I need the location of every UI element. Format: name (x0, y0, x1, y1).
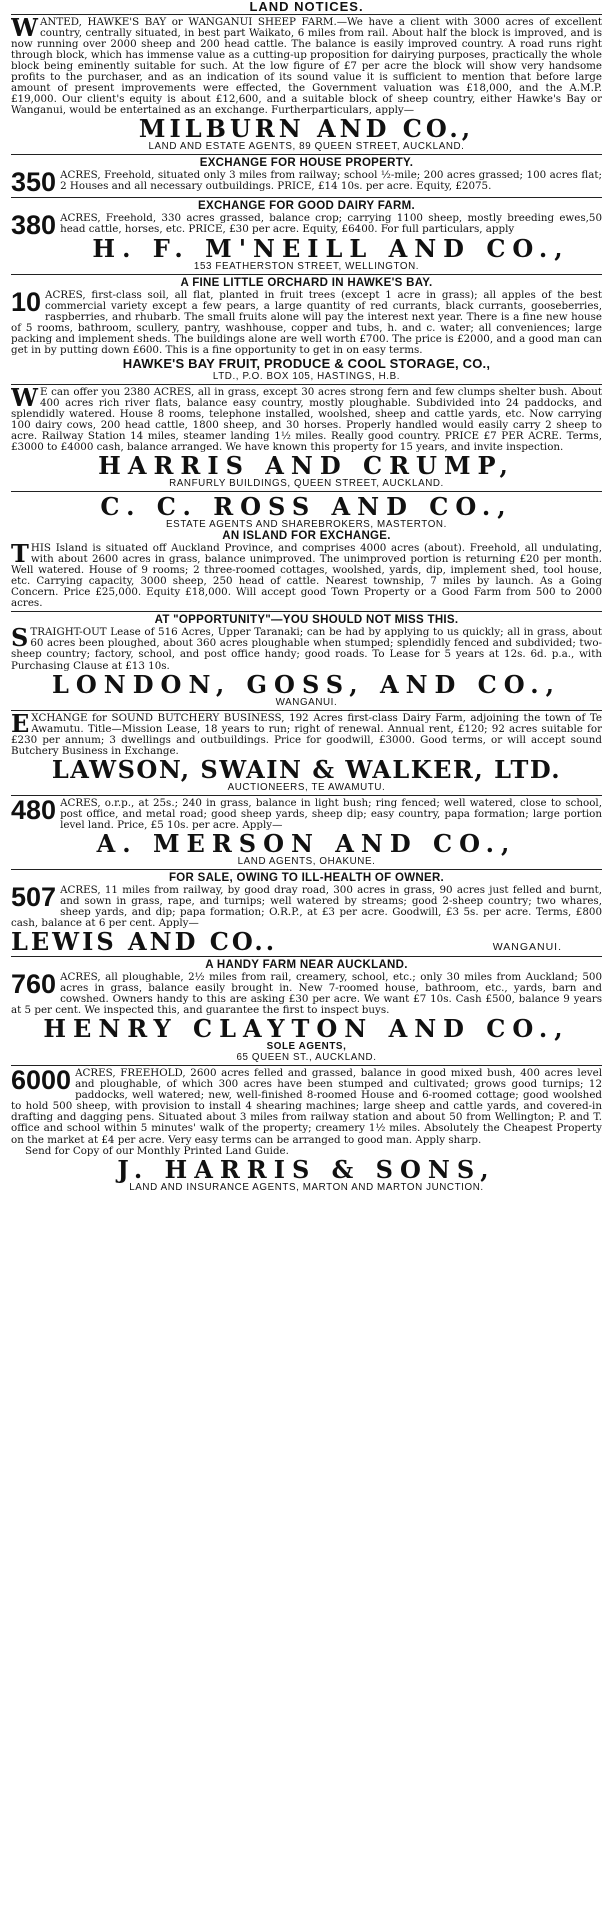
firm-name: LAWSON, SWAIN & WALKER, LTD. (51, 754, 562, 784)
ad-ill-health-sale (11, 870, 602, 957)
ad-harris-crump (11, 385, 602, 492)
firm-name: A. MERSON AND CO., (96, 828, 517, 858)
ad-heading: A HANDY FARM NEAR AUCKLAND. (205, 959, 408, 972)
ad-body: EXCHANGE for SOUND BUTCHERY BUSINESS, 192 Acres first-class Dairy Farm, adjoining the town of Te Awamutu. Title—Mission Lease, 18 years to run; right of renewal. Annual rent, £120; 92 acres suitable for £230 per annum; 3 dwellings and outbuildings. Price for goodwill, £3000. Good terms, or will accept sound Butchery Business in Exchange. (11, 710, 602, 757)
ad-body: WANTED, HAWKE'S BAY or WANGANUI SHEEP FARM.—We have a client with 3000 acres of excellent country, centrally situated, in best part Waikato, 6 miles from rail. About half the block is improved, and is now running over 2000 sheep and 200 head cattle. The balance is easily improved country. A road runs right through block, which has immense value as a cutting-up proposition for dairying purposes, practically the whole block being eminently suitable for such. At the low figure of £7 per acre the block will show very handsome profits to the purchaser, and as an indication of its sound value it is sufficient to mention that before large amount of present improvements were effected, the Government valuation was £18,000, and the A.M.P. £19,000. Our client's equity is about £12,600, and a suitable block of sheep country, either Hawke's Bay or Wanganui, would be entertained as an exchange. Furtherparticulars, apply— (11, 14, 602, 117)
firm-address: LAND AGENTS, OHAKUNE. (237, 855, 376, 867)
ad-island (11, 492, 602, 612)
firm-address: 65 QUEEN ST., AUCKLAND. (236, 1052, 377, 1064)
firm-address: WANGANUI. (275, 696, 338, 708)
firm-name: HENRY CLAYTON AND CO., (43, 1014, 570, 1044)
ad-body: 10 ACRES, first-class soil, all flat, planted in fruit trees (except 1 acre in grass); all apples of the best commercial variety except a few pears, a large quantity of red currants, black currants, gooseberries, raspberries, and rhubarb. The small fruits alone will pay the interest next year. There is a fine new house of 5 rooms, bathroom, scullery, pantry, washhouse, copper and tubs, h. and c. water; all conveniences; large packing and implement sheds. The buildings alone are well worth £700. The price is £2000, and a good man can get in by putting down £600. This is a fine opportunity to get in on easy terms. (11, 286, 602, 356)
firm-name: HARRIS AND CRUMP, (98, 451, 515, 481)
firm-name: LEWIS AND CO.. (11, 927, 278, 957)
ad-heading: AT "OPPORTUNITY"—YOU SHOULD NOT MISS THIS. (154, 614, 459, 627)
firm-role: SOLE AGENTS, (266, 1041, 347, 1053)
ad-body: STRAIGHT-OUT Lease of 516 Acres, Upper Taranaki; can be had by applying to us quickly; all in grass, about 60 acres been ploughed, about 360 acres ploughable when stumped; splendidly fenced and subdivided; two-sheep country; factory, school, and post office handy; good roads. To Lease for 5 years at 12s. 6d. p.a., with Purchasing Clause at £13 10s. (11, 623, 602, 672)
acreage-number: 760 (11, 969, 57, 1000)
firm-address: RANFURLY BUILDINGS, QUEEN STREET, AUCKLAND. (169, 478, 444, 490)
acreage-number: 350 (11, 167, 57, 198)
firm-address: LAND AND ESTATE AGENTS, 89 QUEEN STREET, AUCKLAND. (148, 141, 465, 153)
firm-address: AUCTIONEERS, TE AWAMUTU. (227, 781, 386, 793)
ad-body: 480 ACRES, o.r.p., at 25s.; 240 in grass, balance in light bush; ring fenced; well watered, close to school, post office, and metal road; good sheep yards, sheep dip; easy country, papa formation; large portion level land. Price, £5 10s. per acre. Apply— (11, 795, 602, 831)
ad-body: 507 ACRES, 11 miles from railway, by good dray road, 300 acres in grass, 90 acres just felled and burnt, and sown in grass, rape, and turnips; well watered by streams; good 2-sheep country; two whares, sheep yards, and dip; papa formation; O.R.P., at £3 per acre. Goodwill, £3 5s. per acre. Terms, £800 cash, balance at 6 per cent. Apply— (11, 881, 602, 930)
firm-name: LONDON, GOSS, AND CO., (52, 669, 561, 699)
ad-dairy-exchange (11, 198, 602, 274)
drop-cap: E (11, 710, 30, 738)
acreage-number: 380 (11, 210, 57, 241)
firm-name: C. C. ROSS AND CO., (100, 492, 513, 522)
drop-cap: W (11, 384, 38, 412)
ad-heading: EXCHANGE FOR HOUSE PROPERTY. (199, 157, 414, 170)
ad-house-exchange (11, 155, 602, 198)
acreage-number: 507 (11, 881, 57, 912)
ad-milburn (11, 14, 602, 155)
ad-heading: A FINE LITTLE ORCHARD IN HAWKE'S BAY. (180, 276, 433, 289)
ad-body: 760 ACRES, all ploughable, 2½ miles from rail, creamery, school, etc.; only 30 miles from Auckland; 500 acres in grass, balance easily brought in. New 7-roomed house, bathroom, etc., yards, barn and cowshed. Owners handy to this are asking £30 per acre. We want £7 10s. Cash £500, balance 9 years at 5 per cent. We inspected this, and guarantee the first to inspect buys. (11, 969, 602, 1017)
ad-merson (11, 796, 602, 870)
acreage-number: 6000 (11, 1066, 72, 1096)
ad-butchery-exchange (11, 711, 602, 796)
ad-body: 6000 ACRES, FREEHOLD, 2600 acres felled and grassed, balance in good mixed bush, 400 acres level and ploughable, of which 300 acres have been stumped and cultivated; grows good turnips; 12 paddocks, well watered; new, well-finished 8-roomed House and 6-roomed cottage; good woolshed to hold 500 sheep, with provision to install 4 shearing machines; large sheep and cattle yards, and covered-in drafting and dagging pens. Situated about 3 miles from railway station and about 50 from Wellington; P. and T. office and school within 5 minutes' walk of the property; creamery 1½ miles. Absolutely the Cheapest Property on the market at £4 per acre. Very easy terms can be arranged to good man. Apply sharp. (11, 1066, 602, 1146)
drop-cap: S (11, 623, 29, 653)
ad-handy-farm (11, 957, 602, 1066)
firm-name: MILBURN AND CO., (138, 114, 475, 144)
ad-heading: FOR SALE, OWING TO ILL-HEALTH OF OWNER. (168, 871, 445, 884)
drop-cap: T (11, 539, 29, 569)
ad-body: 380 ACRES, Freehold, 330 acres grassed, balance crop; carrying 1100 sheep, mostly breeding ewes,50 head cattle, horses, etc. PRICE, £30 per acre. Equity, £6400. For full particulars, apply (11, 210, 602, 241)
ad-orchard (11, 275, 602, 385)
ad-opportunity (11, 612, 602, 710)
section-masthead: LAND NOTICES. (249, 0, 364, 14)
drop-cap: W (11, 14, 38, 42)
ad-heading: AN ISLAND FOR EXCHANGE. (222, 530, 391, 543)
ad-harris-sons (11, 1066, 602, 1194)
firm-name: H. F. M'NEILL AND CO., (92, 233, 570, 263)
firm-address: ESTATE AGENTS AND SHAREBROKERS, MASTERTON. (166, 519, 447, 531)
ad-body: 350 ACRES, Freehold, situated only 3 miles from railway; school ½-mile; 200 acres grassed; 100 acres flat; 2 Houses and all necessary outbuildings. PRICE, £14 10s. per acre. Equity, £2075. (11, 167, 602, 198)
acreage-number: 480 (11, 795, 57, 825)
acreage-number: 10 (11, 286, 42, 317)
firm-name: HAWKE'S BAY FRUIT, PRODUCE & COOL STORAGE, CO., (122, 355, 491, 371)
ad-body: W E can offer you 2380 ACRES, all in grass, except 30 acres strong fern and few clumps shelter bush. About 400 acres rich river flats, balance easy country, mostly ploughable. Subdivided into 24 paddocks, and splendidly watered. House 8 rooms, telephone installed, woolshed, sheep and cattle yards, etc. Now carrying 100 dairy cows, 200 head cattle, 1800 sheep, and 30 horses. Properly handled would easily carry 2 sheep to acre. Railway Station 14 miles, steamer landing 1½ miles. Really good country. PRICE £7 PER ACRE. Terms, £3000 to £4000 cash, balance arranged. We have known this property for 15 years, and invite inspection. (11, 384, 602, 454)
firm-address: LAND AND INSURANCE AGENTS, MARTON AND MARTON JUNCTION. (129, 1181, 484, 1193)
firm-place: WANGANUI. (492, 941, 562, 954)
ad-note: Send for Copy of our Monthly Printed Land Guide. (25, 1144, 289, 1157)
firm-line (11, 927, 602, 957)
ad-heading: EXCHANGE FOR GOOD DAIRY FARM. (198, 200, 415, 213)
firm-address: 153 FEATHERSTON STREET, WELLINGTON. (193, 260, 420, 272)
firm-address: LTD., P.O. BOX 105, HASTINGS, H.B. (212, 370, 401, 382)
ad-body: THIS Island is situated off Auckland Province, and comprises 4000 acres (about). Freehold, all undulating, with about 2600 acres in grass, balance unimproved. The unimproved portion is returning £20 per month. Well watered. House of 9 rooms; 2 three-roomed cottages, woolshed, yards, dip, implement shed, tool house, etc. Carrying capacity, 3000 sheep, 250 head of cattle. Nearest township, 7 miles by launch. As a Going Concern. Price £25,000. Equity £18,000. Will accept good Town Property or a Good Farm from 500 to 2000 acres. (11, 539, 602, 610)
firm-name: J. HARRIS & SONS, (117, 1154, 496, 1184)
